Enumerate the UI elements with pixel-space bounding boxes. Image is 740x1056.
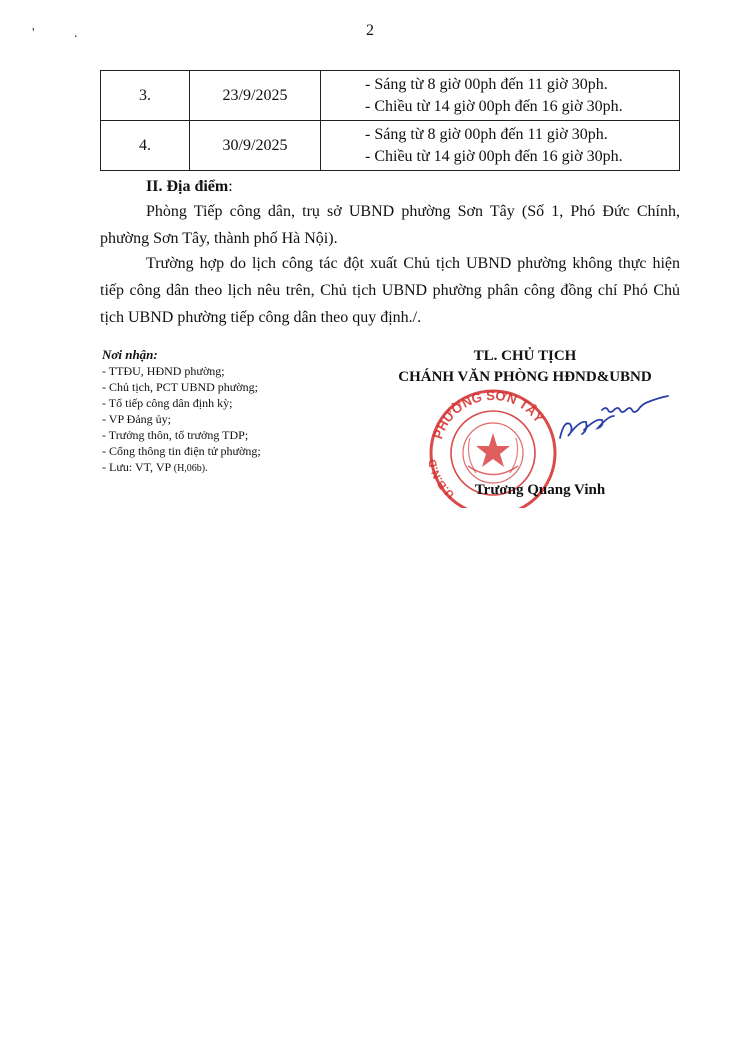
recipient-item: - VP Đảng ủy;: [102, 412, 171, 426]
recipient-item: - TTĐU, HĐND phường;: [102, 364, 225, 378]
handwritten-signature: [540, 380, 680, 450]
section-heading-colon: :: [228, 178, 233, 195]
page-number: 2: [366, 22, 374, 39]
section-heading: [146, 178, 233, 196]
row-number: 3.: [101, 71, 190, 121]
signature-title-line1: TL. CHỦ TỊCH: [473, 348, 577, 364]
row-date: 30/9/2025: [190, 121, 321, 171]
seal-text-side: U.B.N.D: [426, 458, 457, 501]
signature-title-line2: CHÁNH VĂN PHÒNG HĐND&UBND: [398, 369, 652, 385]
row-number: 4.: [101, 121, 190, 171]
recipient-item: - Tổ tiếp công dân định kỳ;: [102, 396, 233, 410]
table-row: [101, 71, 680, 121]
morning-time: - Sáng từ 8 giờ 00ph đến 11 giờ 30ph.: [365, 75, 608, 93]
row-times: [321, 121, 680, 171]
recipient-item: - Chủ tịch, PCT UBND phường;: [102, 380, 258, 394]
recipient-archive: - Lưu: VT, VP: [102, 460, 171, 474]
recipient-item: - Trưởng thôn, tổ trưởng TDP;: [102, 428, 249, 442]
recipient-item: - Cổng thông tin điện tử phường;: [102, 444, 261, 458]
table-row: [101, 121, 680, 171]
location-paragraph: Phòng Tiếp công dân, trụ sở UBND phường Sơn Tây (Số 1, Phó Đức Chính, phường Sơn Tây, thành phố Hà Nội).: [100, 203, 680, 247]
afternoon-time: - Chiều từ 14 giờ 00ph đến 16 giờ 30ph.: [365, 97, 623, 115]
recipients-block: [102, 347, 261, 477]
delegation-paragraph: Trường hợp do lịch công tác đột xuất Chủ tịch UBND phường không thực hiện tiếp công dân theo lịch nêu trên, Chủ tịch UBND phường phân công đồng chí Phó Chủ tịch UBND phường tiếp công dân theo quy định./.: [100, 255, 680, 326]
section-heading-text: II. Địa điểm: [146, 178, 229, 195]
seal-text-top: PHƯỜNG SƠN TÂY: [430, 387, 547, 441]
row-times: [321, 71, 680, 121]
corner-marks: ' .: [32, 26, 96, 41]
recipient-item: [102, 459, 261, 477]
recipient-archive-code: (H,06b).: [173, 463, 208, 474]
afternoon-time: - Chiều từ 14 giờ 00ph đến 16 giờ 30ph.: [365, 147, 623, 165]
row-date: 23/9/2025: [190, 71, 321, 121]
recipients-title: Nơi nhận:: [102, 347, 158, 362]
signer-name: Trương Quang Vinh: [474, 482, 606, 498]
schedule-table: [100, 70, 680, 171]
morning-time: - Sáng từ 8 giờ 00ph đến 11 giờ 30ph.: [365, 125, 608, 143]
